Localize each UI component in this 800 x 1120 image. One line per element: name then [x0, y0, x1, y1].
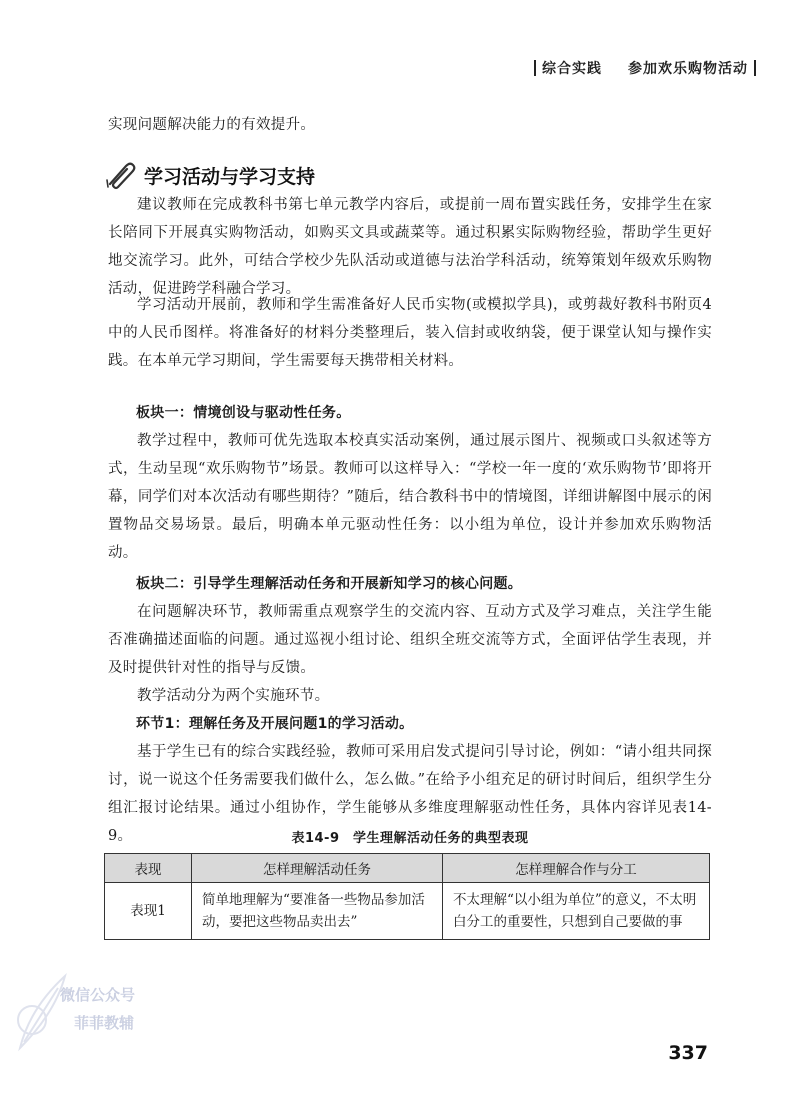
- watermark-feather-icon: [10, 968, 80, 1058]
- paragraph-3: 教学过程中，教师可优先选取本校真实活动案例，通过展示图片、视频或口头叙述等方式，生动呈现“欢乐购物节”场景。教师可以这样导入：“学校一年一度的‘欢乐购物节’即将开幕，同学们对本次活动有哪些期待？”随后，结合教科书中的情境图，详细讲解图中展示的闲置物品交易场景。最后，明确本单元驱动性任务：以小组为单位，设计并参加欢乐购物活动。: [108, 433, 712, 561]
- watermark-line-2: 菲菲教辅: [74, 1014, 135, 1032]
- paragraph-2: 学习活动开展前，教师和学生需准备好人民币实物(或模拟学具)，或剪裁好教科书附页4中的人民币图样。将准备好的材料分类整理后，装入信封或收纳袋，便于课堂认知与操作实践。在本单元学习期间，学生需要每天携带相关材料。: [108, 297, 712, 369]
- section-heading: [104, 160, 315, 190]
- intro-tail: 实现问题解决能力的有效提升。: [108, 117, 316, 133]
- paragraph-5: 教学活动分为两个实施环节。: [137, 688, 330, 704]
- table-header-row: [105, 854, 710, 883]
- table-cell: 不太理解“以小组为单位”的意义，不太明白分工的重要性，只想到自己要做的事: [443, 883, 710, 940]
- running-header: [534, 58, 756, 78]
- paragraph-4: 在问题解决环节，教师需重点观察学生的交流内容、互动方式及学习难点，关注学生能否准确描述面临的问题。通过巡视小组讨论、组织全班交流等方式，全面评估学生表现，并及时提供针对性的指导与反馈。: [108, 604, 712, 676]
- table-header-cell: 怎样理解合作与分工: [443, 854, 710, 883]
- header-left-bar: [534, 60, 536, 76]
- paragraph-6: 基于学生已有的综合实践经验，教师可采用启发式提问引导讨论，例如：“请小组共同探讨，说一说这个任务需要我们做什么，怎么做。”在给予小组充足的研讨时间后，组织学生分组汇报讨论结果。通过小组协作，学生能够从多维度理解驱动性任务，具体内容详见表14-9。: [108, 744, 712, 844]
- header-right-bar: [754, 60, 756, 76]
- paragraph-1: 建议教师在完成教科书第七单元教学内容后，或提前一周布置实践任务，安排学生在家长陪同下开展真实购物活动，如购买文具或蔬菜等。通过积累实际购物经验，帮助学生更好地交流学习。此外，可结合学校少先队活动或道德与法治学科活动，统筹策划年级欢乐购物活动，促进跨学科融合学习。: [108, 197, 712, 297]
- table-caption: 表14-9 学生理解活动任务的典型表现: [291, 831, 529, 846]
- page-number: 337: [668, 1042, 708, 1064]
- header-chapter: 综合实践: [542, 61, 602, 77]
- table-cell: 简单地理解为“要准备一些物品参加活动，要把这些物品卖出去”: [192, 883, 443, 940]
- step1-title: 环节1：理解任务及开展问题1的学习活动。: [136, 716, 414, 732]
- block1-title: 板块一：情境创设与驱动性任务。: [136, 405, 351, 421]
- table-row: [105, 883, 710, 940]
- watermark: [10, 968, 170, 1058]
- table-cell: 表现1: [105, 883, 192, 940]
- table-header-cell: 表现: [105, 854, 192, 883]
- performance-table: [104, 853, 710, 940]
- block2-title: 板块二：引导学生理解活动任务和开展新知学习的核心问题。: [136, 576, 523, 592]
- table-header-cell: 怎样理解活动任务: [192, 854, 443, 883]
- watermark-line-1: 微信公众号: [60, 986, 136, 1004]
- section-title: 学习活动与学习支持: [144, 165, 316, 188]
- header-topic: 参加欢乐购物活动: [628, 61, 748, 77]
- paperclip-icon: [104, 160, 140, 190]
